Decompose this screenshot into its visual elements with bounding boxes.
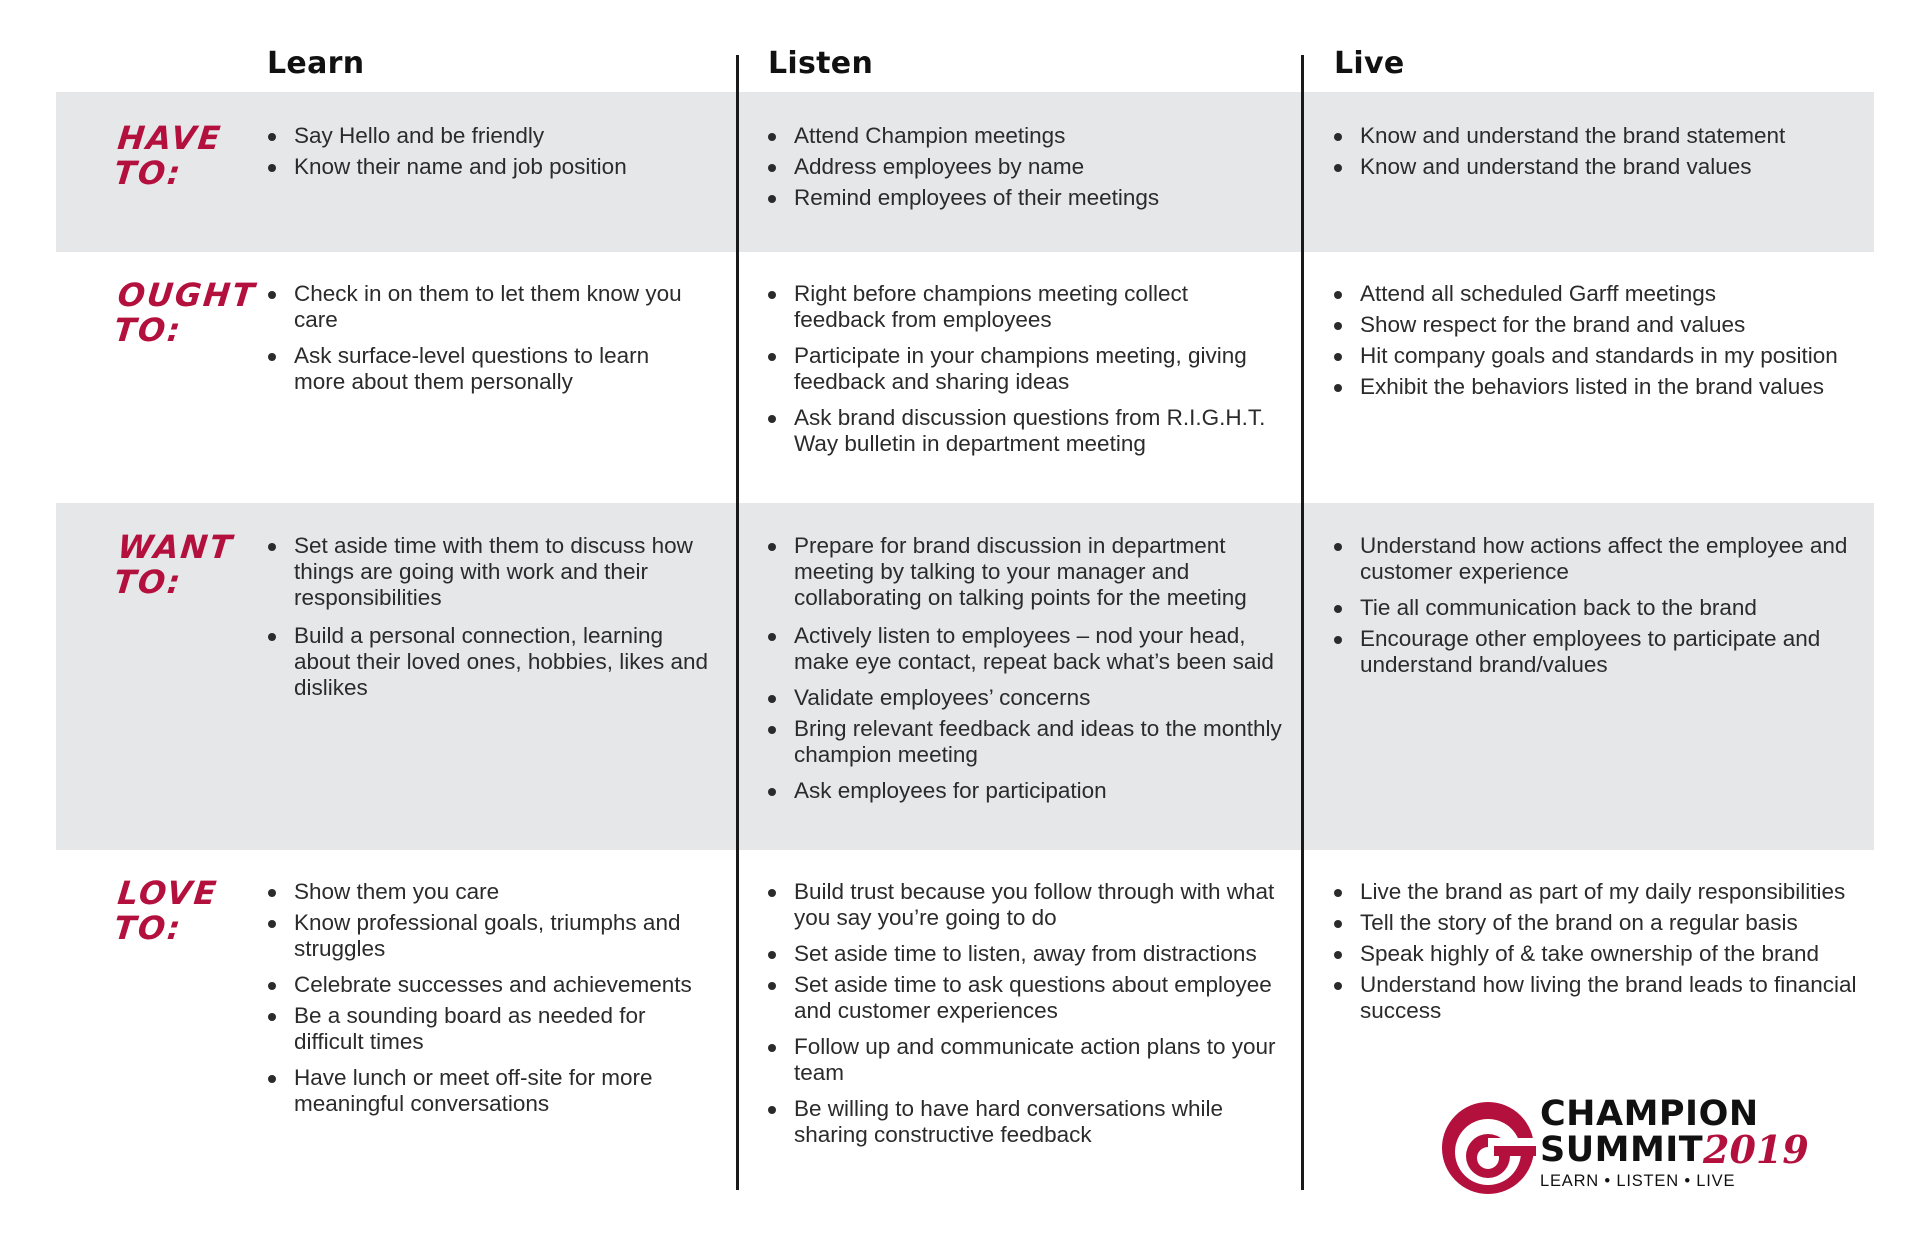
list-item: Validate employees’ concerns bbox=[765, 685, 1285, 711]
logo-title-line2: SUMMIT bbox=[1540, 1130, 1704, 1170]
list-item: Set aside time to listen, away from distractions bbox=[765, 941, 1285, 967]
list-item: Ask surface-level questions to learn more about them personally bbox=[265, 343, 700, 395]
row-label-line: HAVE bbox=[115, 119, 224, 157]
column-divider bbox=[1301, 55, 1304, 1190]
list-item: Follow up and communicate action plans to your team bbox=[765, 1034, 1285, 1086]
list-item: Bring relevant feedback and ideas to the monthly champion meeting bbox=[765, 716, 1285, 768]
list-item: Say Hello and be friendly bbox=[265, 123, 725, 149]
list-item: Address employees by name bbox=[765, 154, 1285, 180]
list-item: Participate in your champions meeting, giving feedback and sharing ideas bbox=[765, 343, 1285, 395]
row-label-line: TO: bbox=[112, 311, 185, 349]
cell-have-learn bbox=[265, 123, 725, 180]
list-item: Build trust because you follow through with what you say you’re going to do bbox=[765, 879, 1285, 931]
list-item: Ask employees for participation bbox=[765, 778, 1285, 804]
cell-want-live bbox=[1331, 533, 1851, 678]
list-item: Understand how living the brand leads to financial success bbox=[1331, 972, 1911, 1024]
column-divider bbox=[736, 55, 739, 1190]
list-item: Encourage other employees to participate and understand brand/values bbox=[1331, 626, 1851, 678]
list-item: Exhibit the behaviors listed in the brand values bbox=[1331, 374, 1906, 400]
list-item: Attend all scheduled Garff meetings bbox=[1331, 281, 1906, 307]
champion-summit-logo bbox=[1440, 1094, 1820, 1194]
champion-logo-mark-icon bbox=[1440, 1100, 1536, 1196]
logo-year: 2019 bbox=[1703, 1127, 1809, 1172]
list-item: Show them you care bbox=[265, 879, 720, 905]
cell-ought-listen bbox=[765, 281, 1285, 457]
cell-have-listen bbox=[765, 123, 1285, 211]
list-item: Set aside time with them to discuss how things are going with work and their responsibilities bbox=[265, 533, 710, 611]
row-label-love-to bbox=[112, 876, 219, 946]
list-item: Set aside time to ask questions about employee and customer experiences bbox=[765, 972, 1285, 1024]
list-item: Remind employees of their meetings bbox=[765, 185, 1285, 211]
row-label-want-to bbox=[112, 530, 235, 600]
column-header-learn: Learn bbox=[267, 46, 365, 81]
list-item: Celebrate successes and achievements bbox=[265, 972, 720, 998]
list-item: Know their name and job position bbox=[265, 154, 725, 180]
logo-tagline: LEARN • LISTEN • LIVE bbox=[1540, 1172, 1736, 1190]
list-item: Speak highly of & take ownership of the brand bbox=[1331, 941, 1911, 967]
cell-ought-live bbox=[1331, 281, 1906, 400]
row-label-have-to bbox=[112, 121, 223, 191]
list-item: Build a personal connection, learning about their loved ones, hobbies, likes and dislikes bbox=[265, 623, 710, 701]
list-item: Have lunch or meet off-site for more meaningful conversations bbox=[265, 1065, 720, 1117]
list-item: Hit company goals and standards in my position bbox=[1331, 343, 1906, 369]
cell-want-learn bbox=[265, 533, 710, 701]
list-item: Prepare for brand discussion in department meeting by talking to your manager and collaborating on talking points for the meeting bbox=[765, 533, 1285, 611]
column-header-live: Live bbox=[1334, 46, 1405, 81]
list-item: Know professional goals, triumphs and struggles bbox=[265, 910, 720, 962]
list-item: Be a sounding board as needed for difficult times bbox=[265, 1003, 720, 1055]
list-item: Show respect for the brand and values bbox=[1331, 312, 1906, 338]
list-item: Be willing to have hard conversations while sharing constructive feedback bbox=[765, 1096, 1285, 1148]
list-item: Understand how actions affect the employee and customer experience bbox=[1331, 533, 1851, 585]
list-item: Tie all communication back to the brand bbox=[1331, 595, 1851, 621]
list-item: Check in on them to let them know you care bbox=[265, 281, 700, 333]
cell-love-live bbox=[1331, 879, 1911, 1024]
row-label-ought-to bbox=[112, 278, 257, 348]
row-label-line: TO: bbox=[112, 154, 185, 192]
column-header-listen: Listen bbox=[768, 46, 874, 81]
list-item: Tell the story of the brand on a regular basis bbox=[1331, 910, 1911, 936]
list-item: Live the brand as part of my daily responsibilities bbox=[1331, 879, 1911, 905]
cell-love-listen bbox=[765, 879, 1285, 1148]
row-label-line: TO: bbox=[112, 909, 185, 947]
list-item: Know and understand the brand statement bbox=[1331, 123, 1891, 149]
cell-love-learn bbox=[265, 879, 720, 1117]
list-item: Actively listen to employees – nod your head, make eye contact, repeat back what’s been said bbox=[765, 623, 1285, 675]
list-item: Attend Champion meetings bbox=[765, 123, 1285, 149]
list-item: Know and understand the brand values bbox=[1331, 154, 1891, 180]
list-item: Right before champions meeting collect feedback from employees bbox=[765, 281, 1285, 333]
cell-want-listen bbox=[765, 533, 1285, 804]
logo-title-line1: CHAMPION bbox=[1540, 1094, 1759, 1134]
row-label-line: WANT bbox=[115, 528, 236, 566]
list-item: Ask brand discussion questions from R.I.G.H.T. Way bulletin in department meeting bbox=[765, 405, 1285, 457]
row-label-line: OUGHT bbox=[115, 276, 258, 314]
cell-ought-learn bbox=[265, 281, 700, 395]
row-label-line: TO: bbox=[112, 563, 185, 601]
cell-have-live bbox=[1331, 123, 1891, 180]
row-label-line: LOVE bbox=[115, 874, 220, 912]
